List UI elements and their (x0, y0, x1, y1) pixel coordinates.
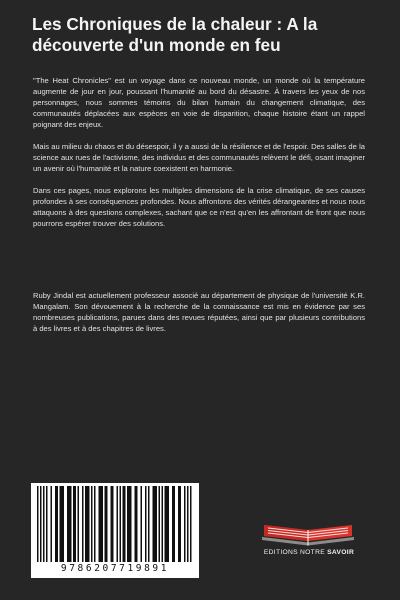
publisher-block (250, 522, 368, 562)
barcode-bar (135, 486, 138, 562)
barcode-bar (85, 486, 90, 562)
barcode-bar (60, 486, 65, 562)
barcode-bar (162, 486, 164, 562)
description-paragraph-2: Mais au milieu du chaos et du désespoir, il y a aussi de la résilience et de l'espoir. Des salles de la science aux rues de l'activisme, des individus et des communautés relèvent le défi, osant imaginer un avenir où l'humanité et la nature coexistent en harmonie. (33, 142, 365, 173)
barcode-bar (117, 486, 119, 562)
barcode-bar (105, 486, 108, 562)
description-paragraph-1: "The Heat Chronicles" est un voyage dans ce nouveau monde, un monde où la température augmente de jour en jour, poussant l'humanité au bord du désastre. À travers les yeux de nos personnages, nous sommes témoins du bilan humain du changement climatique, des communautés déplacées aux espèces en voie de disparition, chaque histoire étant un rappel poignant des enjeux. (33, 76, 365, 129)
barcode-bar (190, 486, 192, 562)
barcode-bar (184, 486, 186, 562)
barcode-bar (141, 486, 143, 562)
author-bio: Ruby Jindal est actuellement professeur associé au département de physique de l'université K.R. Mangalam. Son dévouement à la recherche de la connaissance est mis en évidence par ses nombreuses publications, parues dans des revues réputées, ainsi que par plusieurs contributions à des livres et à des chapitres de livres. (33, 291, 365, 333)
barcode-bar (37, 486, 39, 562)
barcode-bar (145, 486, 147, 562)
barcode-bar (111, 486, 114, 562)
barcode-bar (148, 486, 150, 562)
barcode-bars (35, 486, 195, 562)
description-paragraph-3: Dans ces pages, nous explorons les multiples dimensions de la crise climatique, de ses causes profondes à ses conséquences profondes. Nous affrontons des vérités dérangeantes et nous nous attaquons à des questions complexes, sachant que ce n'est qu'en les affrontant de front que nous pourrons espérer trouver des solutions. (33, 186, 365, 228)
open-book-logo-icon (258, 522, 358, 546)
barcode-bar (46, 486, 48, 562)
publisher-name-bold: SAVOIR (327, 549, 355, 556)
isbn-number: 9786207719891 (60, 563, 170, 574)
book-title: Les Chroniques de la chaleur : A la découverte d'un monde en feu (32, 14, 318, 55)
barcode-bar (99, 486, 104, 562)
barcode-bar (187, 486, 189, 562)
publisher-name-prefix: EDITIONS NOTRE (263, 549, 328, 556)
barcode-bar (159, 486, 161, 562)
barcode-bar (120, 486, 122, 562)
barcode-bar (73, 486, 76, 562)
barcode-bar (78, 486, 80, 562)
barcode-bar (55, 486, 58, 562)
barcode-bar (172, 486, 175, 562)
barcode-bar (165, 486, 170, 562)
barcode-bar (43, 486, 45, 562)
barcode-bar (51, 486, 53, 562)
barcode-bar (82, 486, 84, 562)
barcode-bar (67, 486, 72, 562)
publisher-name (250, 549, 368, 556)
barcode-bar (127, 486, 132, 562)
barcode-bar (40, 486, 42, 562)
barcode-bar (153, 486, 158, 562)
barcode-bar (178, 486, 181, 562)
barcode-bar (94, 486, 96, 562)
barcode-bar (123, 486, 126, 562)
isbn-barcode (31, 483, 199, 578)
barcode-bar (91, 486, 93, 562)
